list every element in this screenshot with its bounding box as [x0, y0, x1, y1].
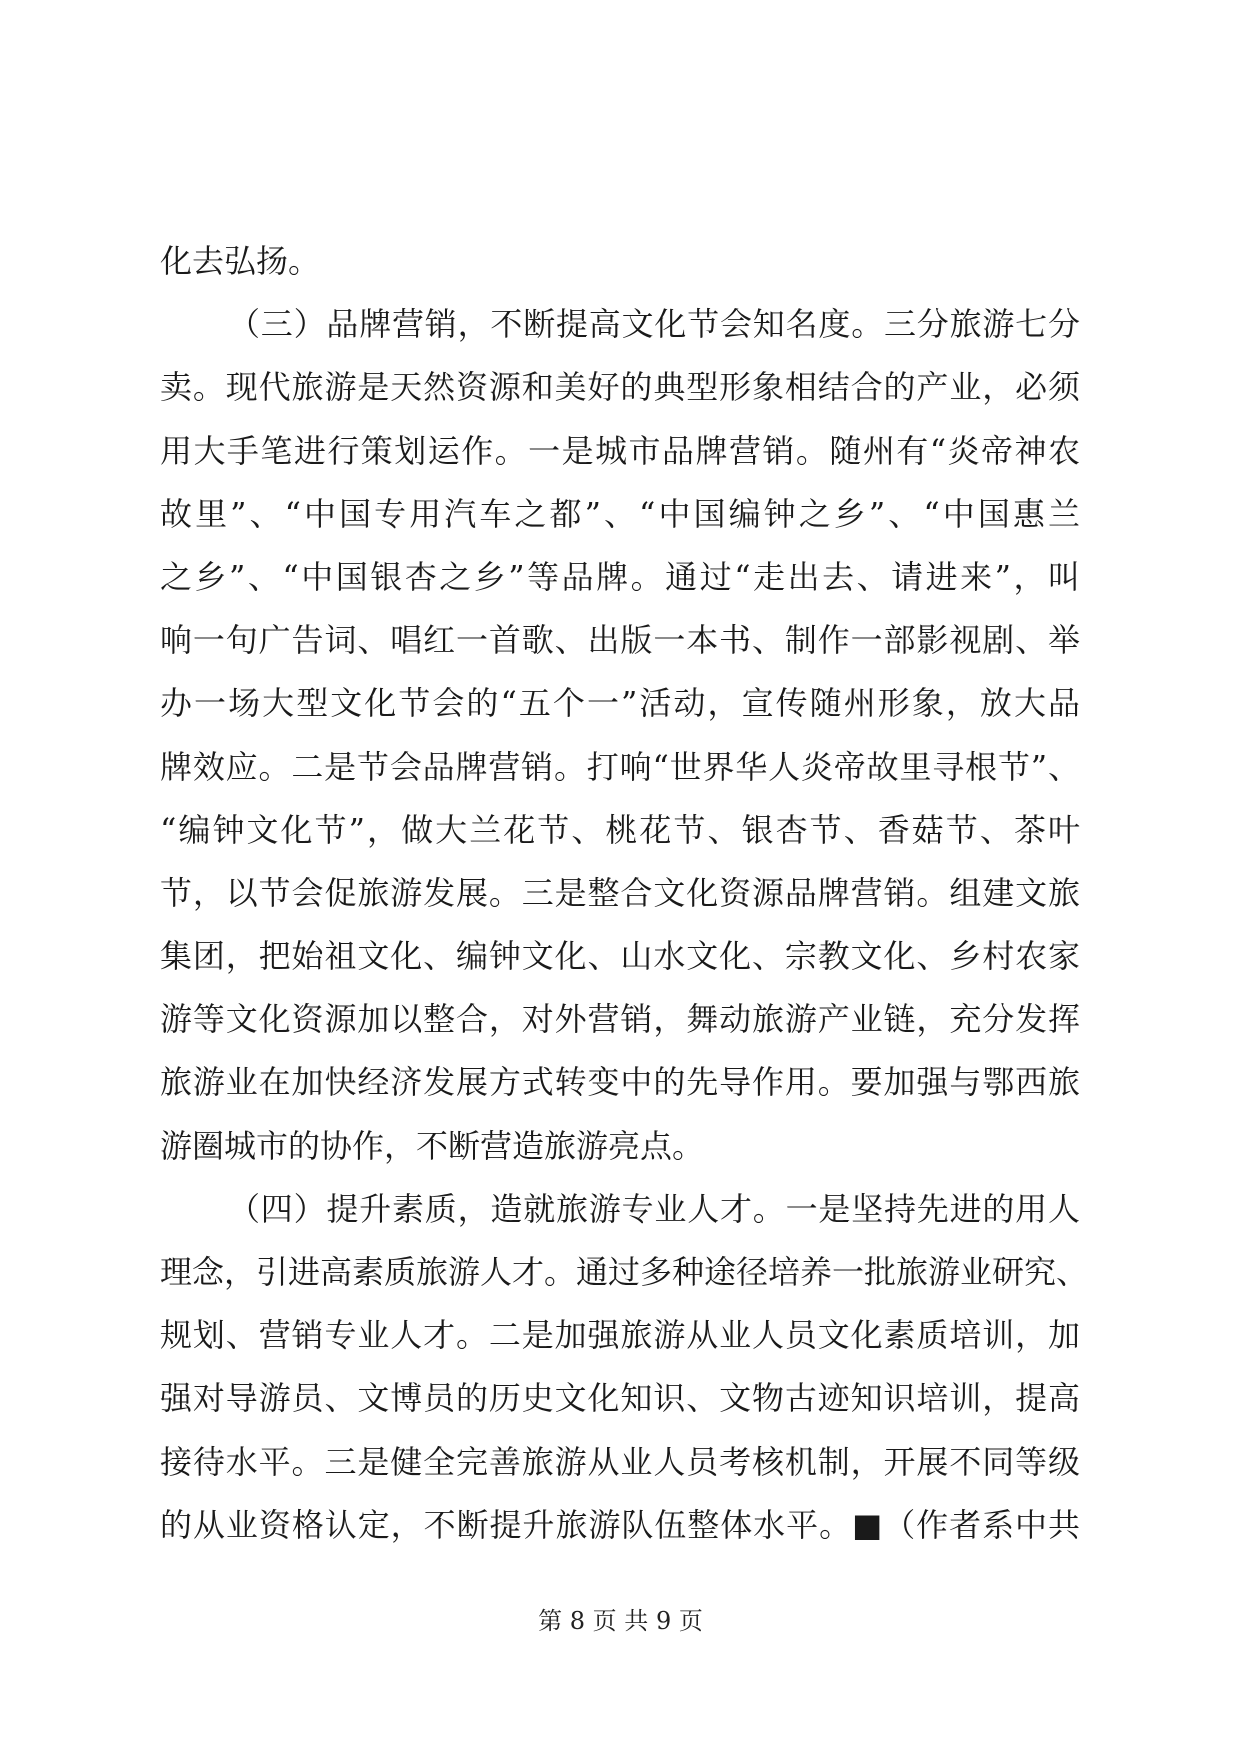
text-line: 响一句广告词、唱红一首歌、出版一本书、制作一部影视剧、举 — [160, 621, 1080, 660]
text-line: 化去弘扬。 — [160, 242, 321, 280]
text-line: 节，以节会促旅游发展。三是整合文化资源品牌营销。组建文旅 — [160, 873, 1080, 912]
text-line: 故里”、“中国专用汽车之都”、“中国编钟之乡”、“中国惠兰 — [160, 494, 1080, 533]
text-line: 规划、营销专业人才。二是加强旅游从业人员文化素质培训，加 — [160, 1316, 1080, 1355]
document-body — [160, 230, 1089, 1557]
text-line: 理念，引进高素质旅游人才。通过多种途径培养一批旅游业研究、 — [160, 1253, 1089, 1291]
text-line: 之乡”、“中国银杏之乡”等品牌。通过“走出去、请进来”，叫 — [160, 557, 1080, 596]
text-line: 游圈城市的协作，不断营造旅游亮点。 — [160, 1126, 705, 1165]
text-line: “编钟文化节”，做大兰花节、桃花节、银杏节、香菇节、茶叶 — [160, 810, 1080, 849]
page-footer: 第 8 页 共 9 页 — [538, 1607, 703, 1635]
text-line: 办一场大型文化节会的“五个一”活动，宣传随州形象，放大品 — [160, 684, 1080, 723]
text-line: 游等文化资源加以整合，对外营销，舞动旅游产业链，充分发挥 — [160, 1000, 1080, 1039]
text-line: 用大手笔进行策划运作。一是城市品牌营销。随州有“炎帝神农 — [160, 431, 1080, 470]
text-line: 牌效应。二是节会品牌营销。打响“世界华人炎帝故里寻根节”、 — [160, 747, 1080, 786]
text-line: 接待水平。三是健全完善旅游从业人员考核机制，开展不同等级 — [160, 1442, 1080, 1481]
text-line: （三）品牌营销，不断提高文化节会知名度。三分旅游七分 — [228, 305, 1080, 344]
text-line: 卖。现代旅游是天然资源和美好的典型形象相结合的产业，必须 — [160, 368, 1080, 407]
text-line: （四）提升素质，造就旅游专业人才。一是坚持先进的用人 — [228, 1189, 1080, 1228]
text-line: 集团，把始祖文化、编钟文化、山水文化、宗教文化、乡村农家 — [160, 937, 1080, 976]
text-line: 旅游业在加快经济发展方式转变中的先导作用。要加强与鄂西旅 — [160, 1063, 1080, 1102]
text-line: 强对导游员、文博员的历史文化知识、文物古迹知识培训，提高 — [160, 1379, 1080, 1418]
text-line: 的从业资格认定，不断提升旅游队伍整体水平。■（作者系中共 — [160, 1505, 1080, 1544]
